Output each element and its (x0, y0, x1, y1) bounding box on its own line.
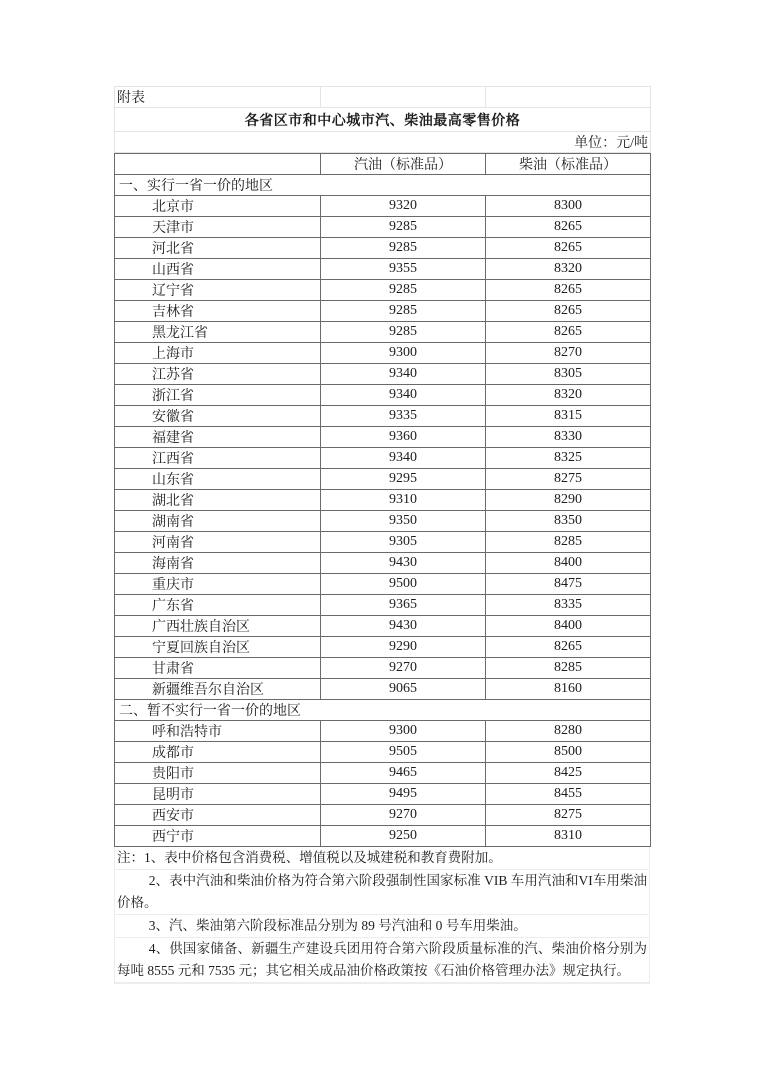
region-name-cell: 山西省 (115, 259, 321, 280)
gasoline-price-cell: 9430 (321, 553, 486, 574)
gasoline-price-cell: 9335 (321, 406, 486, 427)
gasoline-price-cell: 9065 (321, 679, 486, 700)
document-title: 各省区市和中心城市汽、柴油最高零售价格 (115, 108, 651, 132)
footnote-2: 2、表中汽油和柴油价格为符合第六阶段强制性国家标准 VIB 车用汽油和VI车用柴油价格。 (115, 870, 649, 915)
region-name-cell: 湖南省 (115, 511, 321, 532)
region-name-cell: 江西省 (115, 448, 321, 469)
price-row (115, 532, 651, 553)
region-name-cell: 宁夏回族自治区 (115, 637, 321, 658)
gasoline-price-cell: 9300 (321, 721, 486, 742)
attachment-label-row (115, 87, 651, 108)
price-row (115, 679, 651, 700)
region-name-cell: 海南省 (115, 553, 321, 574)
diesel-price-cell: 8265 (486, 301, 651, 322)
diesel-price-cell: 8500 (486, 742, 651, 763)
gasoline-price-cell: 9285 (321, 238, 486, 259)
region-name-cell: 广西壮族自治区 (115, 616, 321, 637)
price-row (115, 637, 651, 658)
diesel-price-cell: 8265 (486, 238, 651, 259)
diesel-price-cell: 8275 (486, 805, 651, 826)
region-name-cell: 广东省 (115, 595, 321, 616)
diesel-price-cell: 8275 (486, 469, 651, 490)
region-name-cell: 昆明市 (115, 784, 321, 805)
diesel-price-cell: 8310 (486, 826, 651, 847)
gasoline-price-cell: 9505 (321, 742, 486, 763)
gasoline-price-cell: 9300 (321, 343, 486, 364)
gasoline-price-cell: 9340 (321, 364, 486, 385)
price-row (115, 427, 651, 448)
diesel-price-cell: 8425 (486, 763, 651, 784)
region-name-cell: 呼和浩特市 (115, 721, 321, 742)
region-column-header (115, 154, 321, 175)
gasoline-price-cell: 9465 (321, 763, 486, 784)
gasoline-price-cell: 9270 (321, 805, 486, 826)
price-table (114, 153, 651, 847)
attachment-row-spacer (486, 87, 651, 108)
price-row (115, 721, 651, 742)
price-row (115, 742, 651, 763)
footnote-4: 4、供国家储备、新疆生产建设兵团用符合第六阶段质量标准的汽、柴油价格分别为每吨 8555 元和 7535 元；其它相关成品油价格政策按《石油价格管理办法》规定执行。 (115, 938, 649, 983)
price-row (115, 616, 651, 637)
price-row (115, 217, 651, 238)
diesel-price-cell: 8300 (486, 196, 651, 217)
footnotes (114, 847, 650, 984)
section-header: 一、实行一省一价的地区 (115, 175, 651, 196)
diesel-price-cell: 8285 (486, 658, 651, 679)
diesel-price-cell: 8265 (486, 322, 651, 343)
price-row (115, 826, 651, 847)
gasoline-price-cell: 9495 (321, 784, 486, 805)
diesel-price-cell: 8475 (486, 574, 651, 595)
region-name-cell: 西宁市 (115, 826, 321, 847)
diesel-price-cell: 8265 (486, 637, 651, 658)
gasoline-price-cell: 9295 (321, 469, 486, 490)
region-name-cell: 成都市 (115, 742, 321, 763)
price-row (115, 385, 651, 406)
region-name-cell: 湖北省 (115, 490, 321, 511)
gasoline-price-cell: 9430 (321, 616, 486, 637)
attachment-label: 附表 (115, 87, 321, 108)
diesel-price-cell: 8320 (486, 385, 651, 406)
price-row (115, 448, 651, 469)
diesel-price-cell: 8265 (486, 280, 651, 301)
price-row (115, 343, 651, 364)
price-row (115, 490, 651, 511)
price-row (115, 322, 651, 343)
diesel-price-cell: 8315 (486, 406, 651, 427)
region-name-cell: 河南省 (115, 532, 321, 553)
price-row (115, 259, 651, 280)
region-name-cell: 新疆维吾尔自治区 (115, 679, 321, 700)
region-name-cell: 天津市 (115, 217, 321, 238)
gasoline-price-cell: 9285 (321, 280, 486, 301)
diesel-price-cell: 8335 (486, 595, 651, 616)
gasoline-price-cell: 9320 (321, 196, 486, 217)
region-name-cell: 重庆市 (115, 574, 321, 595)
diesel-price-cell: 8350 (486, 511, 651, 532)
gasoline-price-cell: 9290 (321, 637, 486, 658)
price-row (115, 574, 651, 595)
diesel-price-cell: 8160 (486, 679, 651, 700)
footnote-1: 注：1、表中价格包含消费税、增值税以及城建税和教育费附加。 (115, 847, 649, 870)
diesel-price-cell: 8325 (486, 448, 651, 469)
price-row (115, 238, 651, 259)
region-name-cell: 西安市 (115, 805, 321, 826)
price-row (115, 364, 651, 385)
document-content (114, 86, 650, 984)
region-name-cell: 辽宁省 (115, 280, 321, 301)
unit-label: 单位：元/吨 (115, 132, 651, 153)
price-row (115, 406, 651, 427)
gasoline-price-cell: 9340 (321, 385, 486, 406)
price-row (115, 595, 651, 616)
gasoline-price-cell: 9365 (321, 595, 486, 616)
price-row (115, 763, 651, 784)
region-name-cell: 吉林省 (115, 301, 321, 322)
price-row (115, 511, 651, 532)
region-name-cell: 黑龙江省 (115, 322, 321, 343)
title-row (115, 108, 651, 132)
region-name-cell: 北京市 (115, 196, 321, 217)
footnote-3: 3、汽、柴油第六阶段标准品分别为 89 号汽油和 0 号车用柴油。 (115, 915, 649, 938)
diesel-price-cell: 8455 (486, 784, 651, 805)
diesel-price-cell: 8305 (486, 364, 651, 385)
region-name-cell: 山东省 (115, 469, 321, 490)
section-header-row (115, 175, 651, 196)
gasoline-price-cell: 9500 (321, 574, 486, 595)
price-row (115, 805, 651, 826)
gasoline-column-header: 汽油（标准品） (321, 154, 486, 175)
diesel-price-cell: 8400 (486, 616, 651, 637)
gasoline-price-cell: 9350 (321, 511, 486, 532)
gasoline-price-cell: 9285 (321, 322, 486, 343)
price-row (115, 196, 651, 217)
region-name-cell: 甘肃省 (115, 658, 321, 679)
price-row (115, 658, 651, 679)
gasoline-price-cell: 9310 (321, 490, 486, 511)
diesel-price-cell: 8320 (486, 259, 651, 280)
diesel-price-cell: 8265 (486, 217, 651, 238)
region-name-cell: 上海市 (115, 343, 321, 364)
gasoline-price-cell: 9285 (321, 301, 486, 322)
diesel-price-cell: 8285 (486, 532, 651, 553)
attachment-row-spacer (321, 87, 486, 108)
gasoline-price-cell: 9250 (321, 826, 486, 847)
price-row (115, 784, 651, 805)
region-name-cell: 浙江省 (115, 385, 321, 406)
price-row (115, 301, 651, 322)
region-name-cell: 福建省 (115, 427, 321, 448)
price-row (115, 469, 651, 490)
gasoline-price-cell: 9305 (321, 532, 486, 553)
diesel-price-cell: 8330 (486, 427, 651, 448)
diesel-price-cell: 8270 (486, 343, 651, 364)
gasoline-price-cell: 9285 (321, 217, 486, 238)
region-name-cell: 贵阳市 (115, 763, 321, 784)
gasoline-price-cell: 9270 (321, 658, 486, 679)
region-name-cell: 河北省 (115, 238, 321, 259)
unit-row (115, 132, 651, 153)
gasoline-price-cell: 9360 (321, 427, 486, 448)
section-header-row (115, 700, 651, 721)
diesel-column-header: 柴油（标准品） (486, 154, 651, 175)
price-table-body (115, 175, 651, 847)
price-row (115, 553, 651, 574)
diesel-price-cell: 8400 (486, 553, 651, 574)
diesel-price-cell: 8290 (486, 490, 651, 511)
diesel-price-cell: 8280 (486, 721, 651, 742)
gasoline-price-cell: 9340 (321, 448, 486, 469)
document-header-block (114, 86, 651, 153)
price-row (115, 280, 651, 301)
gasoline-price-cell: 9355 (321, 259, 486, 280)
region-name-cell: 江苏省 (115, 364, 321, 385)
column-header-row (115, 154, 651, 175)
section-header: 二、暂不实行一省一价的地区 (115, 700, 651, 721)
region-name-cell: 安徽省 (115, 406, 321, 427)
